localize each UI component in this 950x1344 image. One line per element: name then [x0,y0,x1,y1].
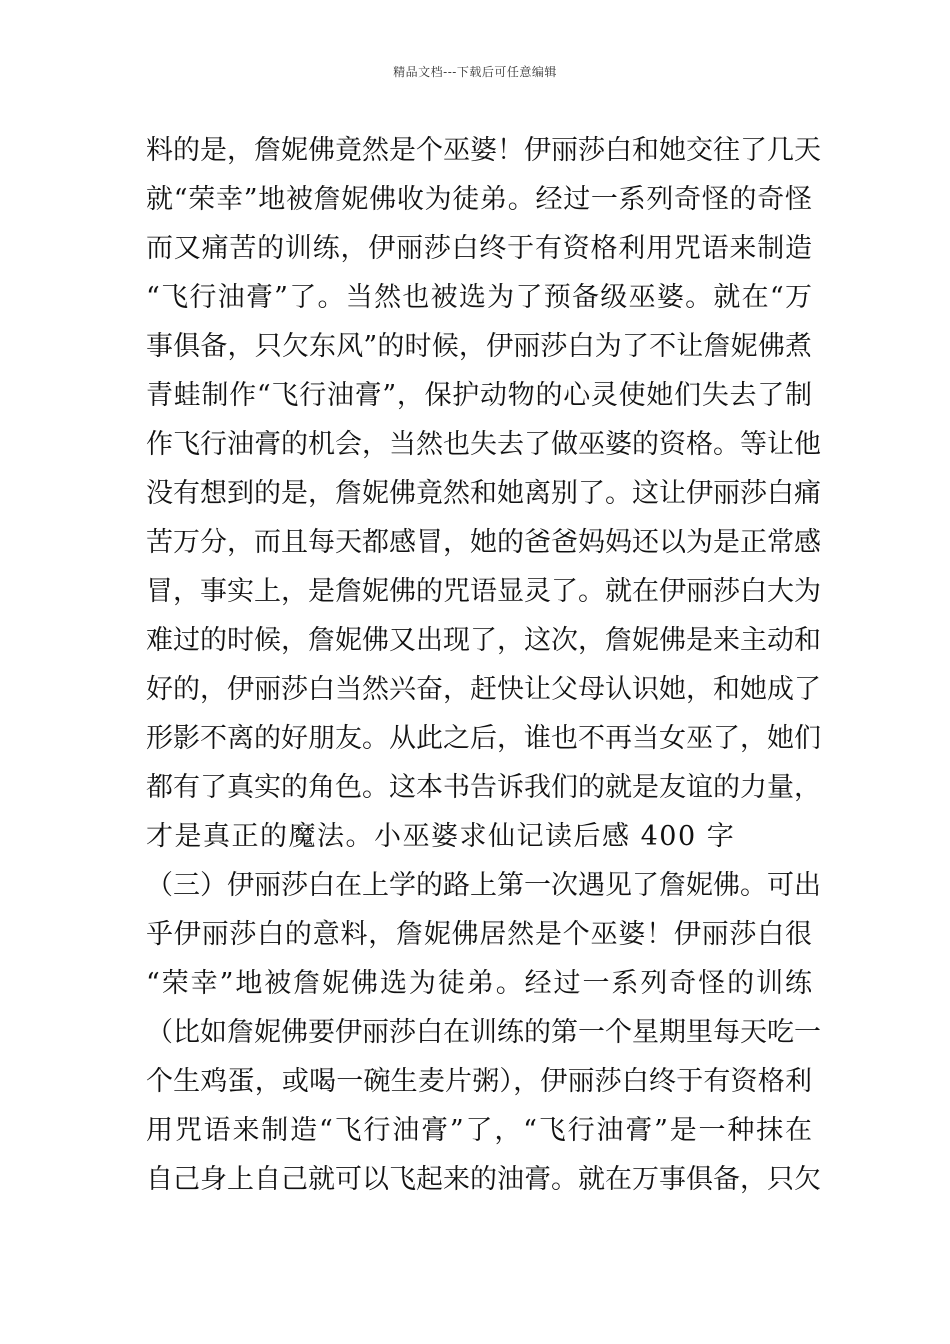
text-line: “荣幸”地被詹妮佛选为徒弟。经过一系列奇怪的训练 [146,968,812,999]
text-line: 难过的时候，詹妮佛又出现了，这次，詹妮佛是来主动和 [146,625,821,656]
text-line: 料的是，詹妮佛竟然是个巫婆！伊丽莎白和她交往了几天 [146,135,821,166]
text-line: （三）伊丽莎白在上学的路上第一次遇见了詹妮佛。可出 [146,870,821,901]
text-line: 乎伊丽莎白的意料，詹妮佛居然是个巫婆！伊丽莎白很 [146,919,812,950]
text-line: 事俱备，只欠东风”的时候，伊丽莎白为了不让詹妮佛煮 [146,331,812,362]
text-line: 青蛙制作“飞行油膏”，保护动物的心灵使她们失去了制 [146,380,812,411]
text-line: 用咒语来制造“飞行油膏”了，“飞行油膏”是一种抹在 [146,1115,812,1146]
text-line: 形影不离的好朋友。从此之后，谁也不再当女巫了，她们 [146,723,821,754]
text-line: 自己身上自己就可以飞起来的油膏。就在万事俱备，只欠 [146,1164,821,1195]
text-line: 没有想到的是，詹妮佛竟然和她离别了。这让伊丽莎白痛 [146,478,821,509]
text-line: 个生鸡蛋，或喝一碗生麦片粥），伊丽莎白终于有资格利 [146,1066,812,1097]
text-line: 冒，事实上，是詹妮佛的咒语显灵了。就在伊丽莎白大为 [146,576,821,607]
text-line: “飞行油膏”了。当然也被选为了预备级巫婆。就在“万 [146,282,812,313]
text-line: 苦万分，而且每天都感冒，她的爸爸妈妈还以为是正常感 [146,527,821,558]
body-text [146,126,821,1204]
text-line: 好的，伊丽莎白当然兴奋，赶快让父母认识她，和她成了 [146,674,821,705]
page-header: 精品文档---下载后可任意编辑 [393,65,557,79]
text-line: 作飞行油膏的机会，当然也失去了做巫婆的资格。等让他 [146,429,821,460]
text-line: 就“荣幸”地被詹妮佛收为徒弟。经过一系列奇怪的奇怪 [146,184,812,215]
text-line: 都有了真实的角色。这本书告诉我们的就是友谊的力量， [146,772,821,803]
text-line: 而又痛苦的训练，伊丽莎白终于有资格利用咒语来制造 [146,233,812,264]
text-line: （比如詹妮佛要伊丽莎白在训练的第一个星期里每天吃一 [146,1017,821,1048]
text-line-paragraph-end: 才是真正的魔法。小巫婆求仙记读后感 400 字 [146,821,736,852]
